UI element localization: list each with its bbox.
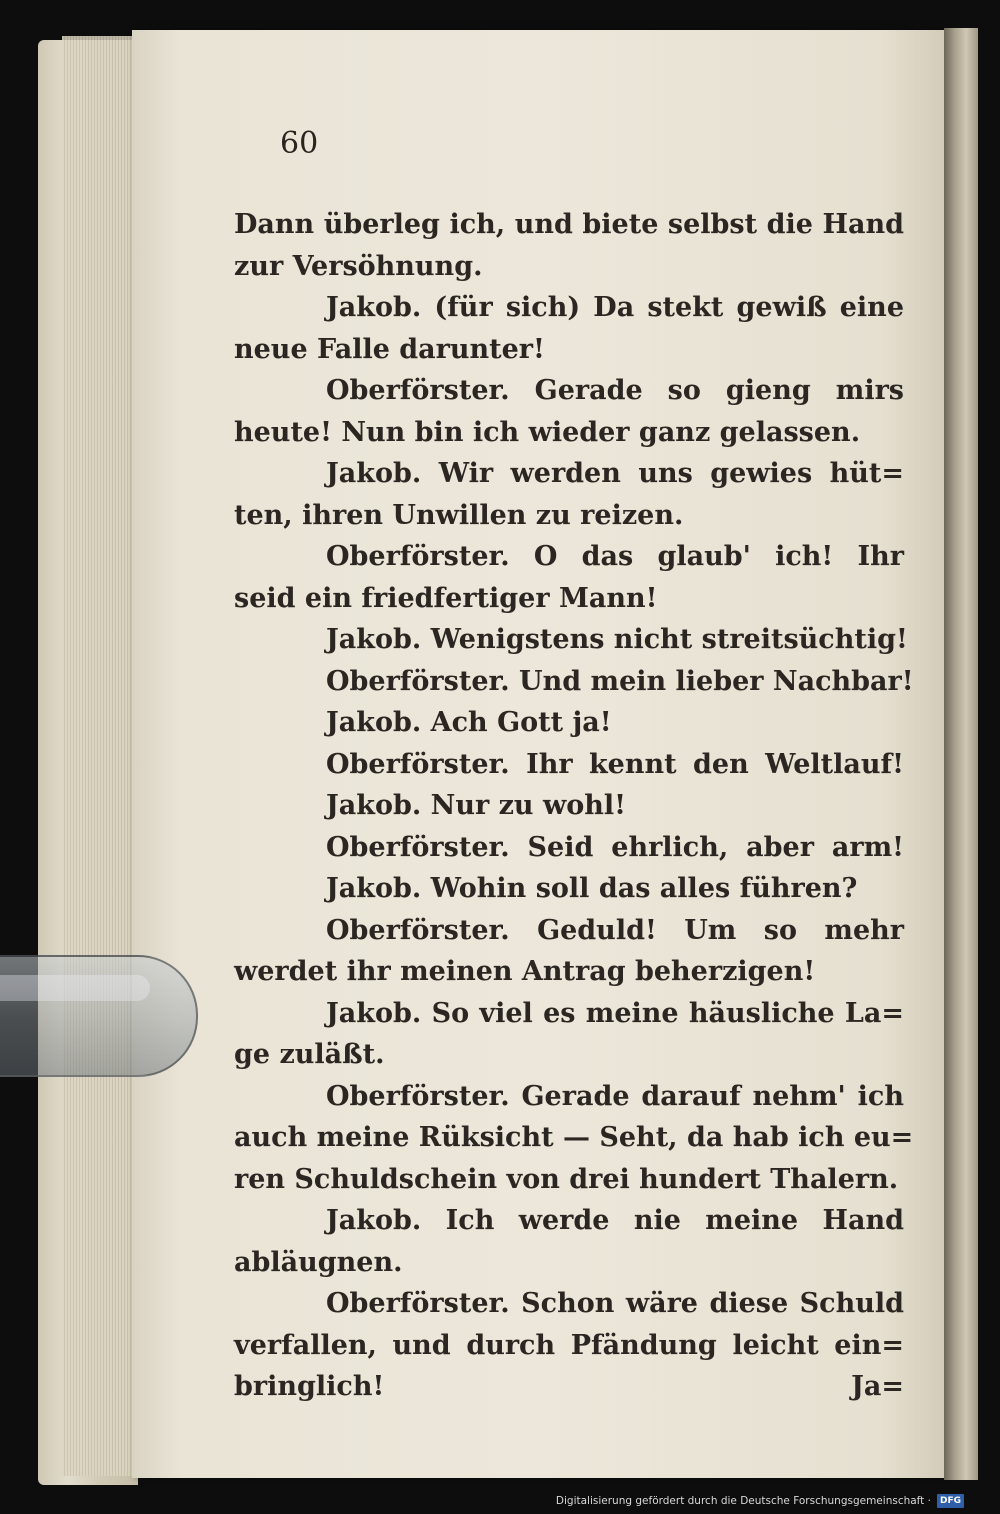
catchword: Ja= (851, 1371, 904, 1402)
text-line: abläugnen. (234, 1246, 403, 1278)
text-line: Oberförster. Ihr kennt den Weltlauf! (326, 748, 904, 780)
text-line: ten, ihren Unwillen zu reizen. (234, 499, 684, 531)
footer-credit-text: Digitalisierung gefördert durch die Deutsche Forschungsgemeinschaft · (555, 1495, 931, 1507)
text-line: Dann überleg ich, und biete selbst die Hand (234, 209, 904, 240)
text-line: bringlich! (234, 1371, 385, 1402)
footer-credit (556, 1492, 964, 1510)
text-line: Oberförster. O das glaub' ich! Ihr (326, 541, 904, 572)
text-line: ge zuläßt. (234, 1039, 385, 1070)
text-line: ren Schuldschein von drei hundert Thalern. (234, 1163, 899, 1195)
book-page-edges (62, 36, 140, 1476)
page-text (234, 204, 914, 1408)
text-line: Oberförster. Seid ehrlich, aber arm! (326, 831, 904, 863)
scanner-page-holder (0, 955, 198, 1077)
text-line: werdet ihr meinen Antrag beherzigen! (234, 956, 816, 987)
text-line: neue Falle darunter! (234, 333, 545, 365)
text-line: seid ein friedfertiger Mann! (234, 582, 658, 614)
text-line: Jakob. (für sich) Da stekt gewiß eine (326, 292, 904, 323)
text-line: verfallen, und durch Pfändung leicht ein= (234, 1329, 904, 1361)
text-line: Jakob. Ich werde nie meine Hand (326, 1205, 904, 1236)
text-line: Jakob. Nur zu wohl! (326, 790, 626, 821)
text-line: Oberförster. Gerade so gieng mirs (326, 375, 904, 406)
text-line: Jakob. Wohin soll das alles führen? (326, 873, 858, 904)
text-line: Jakob. Wenigstens nicht streitsüchtig! (326, 624, 908, 655)
text-line: auch meine Rüksicht — Seht, da hab ich eu= (234, 1122, 914, 1153)
dfg-logo-icon: DFG (937, 1494, 964, 1508)
text-line: Jakob. Wir werden uns gewies hüt= (326, 458, 904, 489)
text-line: zur Versöhnung. (234, 250, 483, 282)
text-line: Oberförster. Geduld! Um so mehr (326, 914, 904, 946)
page-number: 60 (280, 126, 319, 161)
text-line: Oberförster. Gerade darauf nehm' ich (326, 1080, 904, 1112)
scanner-page-holder-highlight (0, 975, 150, 1001)
text-line: Jakob. Ach Gott ja! (326, 707, 612, 738)
text-line: heute! Nun bin ich wieder ganz gelassen. (234, 416, 861, 448)
text-line: Oberförster. Schon wäre diese Schuld (326, 1288, 904, 1319)
text-line: Oberförster. Und mein lieber Nachbar! (326, 665, 914, 697)
book-right-edge (944, 28, 978, 1480)
text-line: Jakob. So viel es meine häusliche La= (326, 997, 904, 1029)
